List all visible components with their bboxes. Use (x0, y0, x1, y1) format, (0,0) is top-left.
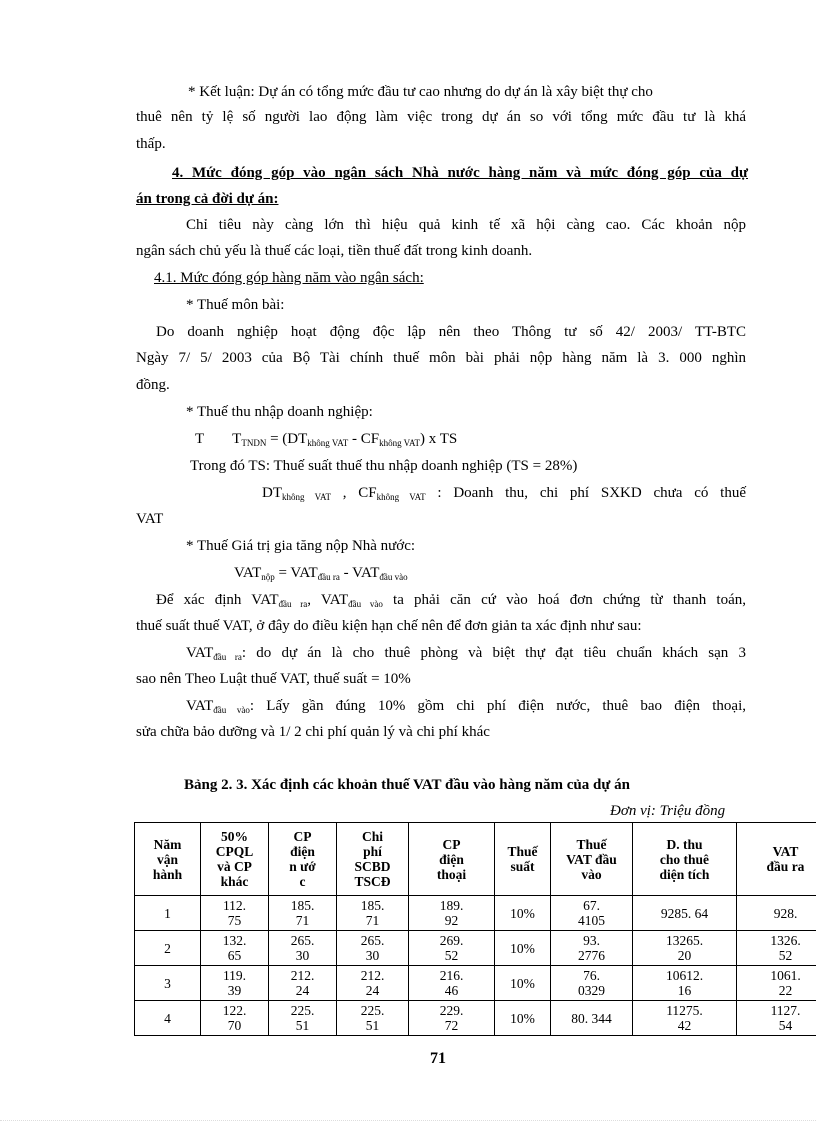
page-edge (0, 1120, 816, 1121)
table-cell-text: 13265. (665, 933, 704, 948)
table-cell-text: 65 (227, 948, 242, 963)
table-header-text: phí (363, 844, 382, 859)
vat-l1-a: Để xác định VAT (156, 592, 279, 608)
table-row (135, 966, 816, 1001)
table-row (135, 1001, 816, 1036)
table-cell-text: 225. (360, 1003, 385, 1018)
table-header-cell (135, 823, 201, 896)
table-cell-text: 189. (439, 898, 464, 913)
conclusion-line-1: * Kết luận: Dự án có tổng mức đầu tư cao nhưng do dự án là xây biệt thự cho (188, 84, 653, 100)
conclusion-line-3: thấp. (136, 136, 166, 152)
income-tax-formula (195, 430, 457, 452)
table-cell-text: 93. (583, 933, 600, 948)
vat-input-line-1 (186, 697, 746, 719)
table-header-text: CP (442, 836, 461, 852)
table-cell-text: 212. (360, 968, 385, 983)
table-cell-text: 51 (295, 1018, 310, 1033)
table-cell-text: 30 (365, 948, 380, 963)
table-cell-text: 11275. (666, 1003, 703, 1018)
table-header-cell (737, 823, 816, 896)
table-header-text: và CP (217, 859, 252, 874)
cf-sub: không VAT (376, 492, 426, 502)
table-header-text: Thuế (576, 836, 607, 852)
table-cell-text: 1061. (770, 968, 801, 983)
table-header-text: D. thu (666, 836, 703, 852)
table-cell-text: 10% (510, 940, 535, 956)
table-cell (551, 896, 633, 931)
table-cell-text: 70 (227, 1018, 242, 1033)
table-cell (337, 1001, 409, 1036)
table-cell (633, 896, 737, 931)
table-cell-text: 265. (360, 933, 385, 948)
table-cell-text: 20 (677, 948, 692, 963)
table-cell-text: 80. 344 (571, 1010, 612, 1026)
section-4-heading-line-1: 4. Mức đóng góp vào ngân sách Nhà nước hàng năm và mức đóng góp của dự (172, 165, 748, 181)
table-header-text: cho thuê (659, 851, 710, 867)
table-row (135, 931, 816, 966)
table-cell-text: 76. (583, 968, 600, 983)
table-header-cell (633, 823, 737, 896)
formula-tail: ) x TS (420, 431, 458, 447)
table-cell (201, 1001, 269, 1036)
table-cell-text: 46 (444, 983, 459, 998)
vat-formula-3-sub: đầu vào (379, 572, 408, 582)
formula-minus: - CF (348, 431, 380, 447)
table-header-cell (337, 823, 409, 896)
table-cell-text: 112. (222, 898, 247, 913)
table-cell-text: 30 (295, 948, 310, 963)
table-cell-text: 51 (365, 1018, 380, 1033)
revenue-cost-definition-tail: VAT (136, 511, 164, 527)
table-header-cell (551, 823, 633, 896)
table-header-text: điện (439, 851, 464, 867)
vat-formula-1-sub: nộp (261, 572, 275, 582)
table-header-text: TSCĐ (354, 874, 391, 889)
table-cell-text: 22 (778, 983, 793, 998)
table-cell (551, 1001, 633, 1036)
vat-input-sub: đầu vào (213, 705, 250, 715)
table-cell-text: 225. (290, 1003, 315, 1018)
table-header-cell (409, 823, 495, 896)
table-cell (551, 966, 633, 1001)
vat-output-sub: đầu ra (213, 652, 242, 662)
table-cell (409, 1001, 495, 1036)
table-cell-text: 4105 (578, 913, 605, 928)
table-header-text: Chi (361, 829, 383, 844)
table-cell (633, 966, 737, 1001)
table-cell-text: 16 (677, 983, 692, 998)
table-cell-text: 185. (290, 898, 315, 913)
table-header-text: hành (152, 866, 183, 882)
table-cell (633, 1001, 737, 1036)
table-cell-text: 4 (164, 1010, 171, 1026)
dt-label: DT (262, 485, 282, 501)
table-cell (201, 931, 269, 966)
table-cell-text: 212. (290, 968, 315, 983)
table-cell-text: 75 (227, 913, 242, 928)
table-cell-text: 72 (444, 1018, 459, 1033)
table-cell-text: 9285. 64 (660, 905, 709, 921)
vat-formula-3: - VAT (339, 565, 380, 581)
vat-l1-sub2: đầu vào (348, 599, 383, 609)
table-cell (269, 1001, 337, 1036)
table-cell (337, 966, 409, 1001)
vat-input-line-2: sửa chữa bảo dưỡng và 1/ 2 chi phí quản lý và chi phí khác (136, 724, 490, 740)
table-cell-text: 132. (222, 933, 247, 948)
table-header-text: Thuế (507, 844, 538, 859)
table-cell-text: 229. (439, 1003, 464, 1018)
license-tax-line-1: Do doanh nghiệp hoạt động độc lập nên theo Thông tư số 42/ 2003/ TT-BTC (156, 324, 746, 340)
formula-eq: = (DT (266, 431, 308, 447)
income-tax-title: * Thuế thu nhập doanh nghiệp: (186, 404, 373, 420)
vat-l1-b: , VAT (307, 592, 349, 608)
table-cell-text: 42 (677, 1018, 692, 1033)
table-cell-text: 2776 (578, 948, 605, 963)
cf-label: , CF (330, 485, 377, 501)
table-cell-text: 1 (164, 905, 171, 921)
table-cell-text: 24 (295, 983, 310, 998)
table-header-text: suất (510, 859, 535, 874)
vat-input-table (134, 822, 816, 1036)
vat-input-label: VAT (186, 698, 214, 714)
table-header-text: vào (581, 866, 602, 882)
table-header-text: SCBD (354, 859, 391, 874)
table-header-text: CPQL (215, 844, 254, 859)
table-cell (337, 931, 409, 966)
table-header-text: 50% (221, 829, 248, 844)
table-cell (135, 896, 201, 931)
table-cell-text: 0329 (578, 983, 605, 998)
table-cell-text: 71 (295, 913, 310, 928)
revenue-cost-definition (262, 484, 746, 506)
table-cell-text: 1127. (770, 1003, 801, 1018)
table-header-text: thoại (436, 866, 467, 882)
table-cell-text: 269. (439, 933, 464, 948)
table-cell (633, 931, 737, 966)
table-header-text: khác (220, 874, 249, 889)
table-header-cell (269, 823, 337, 896)
table-cell-text: 10% (510, 1010, 535, 1026)
table-header-cell (495, 823, 551, 896)
indicator-line-1: Chỉ tiêu này càng lớn thì hiệu quả kinh tế xã hội càng cao. Các khoản nộp (186, 217, 746, 233)
table-row (135, 896, 816, 931)
table-cell (201, 896, 269, 931)
table-cell (269, 896, 337, 931)
table-cell (737, 896, 816, 931)
formula-t: T (232, 431, 242, 447)
table-cell-text: 52 (778, 948, 793, 963)
table-cell (737, 966, 816, 1001)
table-cell (737, 1001, 816, 1036)
table-cell (269, 966, 337, 1001)
table-header-text: CP (293, 829, 312, 844)
tax-rate-line: Trong đó TS: Thuế suất thuế thu nhập doanh nghiệp (TS = 28%) (190, 458, 578, 474)
table-cell-text: 52 (444, 948, 459, 963)
dt-desc: : Doanh thu, chi phí SXKD chưa có thuế (425, 485, 746, 501)
table-cell (495, 1001, 551, 1036)
dt-sub: không VAT (282, 492, 331, 502)
vat-formula (234, 564, 408, 586)
vat-output-line-2: sao nên Theo Luật thuế VAT, thuế suất = 10% (136, 671, 411, 687)
table-cell (135, 1001, 201, 1036)
vat-formula-1: VAT (234, 565, 262, 581)
table-body (135, 896, 816, 1036)
page-number: 71 (430, 1050, 446, 1067)
formula-cf-sub: không VAT (379, 438, 421, 448)
table-header-text: Năm (153, 836, 182, 852)
table-cell (409, 896, 495, 931)
vat-l1-sub1: đầu ra (278, 599, 308, 609)
table-cell (737, 931, 816, 966)
table-cell-text: 216. (439, 968, 464, 983)
table-header-text: n ướ (289, 859, 316, 874)
vat-input-text: : Lấy gần đúng 10% gồm chi phí điện nước, thuê bao điện thoại, (249, 698, 746, 714)
indicator-line-2: ngân sách chủ yếu là thuế các loại, tiền thuế đất trong kinh doanh. (136, 243, 533, 259)
vat-formula-2-sub: đầu ra (317, 572, 340, 582)
license-tax-title: * Thuế môn bài: (186, 297, 285, 313)
table-cell (201, 966, 269, 1001)
table-cell (495, 896, 551, 931)
table-cell (495, 931, 551, 966)
table-cell-text: 67. (583, 898, 600, 913)
table-cell-text: 3 (164, 975, 171, 991)
table-cell-text: 39 (227, 983, 242, 998)
table-cell-text: 92 (444, 913, 459, 928)
vat-l1-c: ta phải căn cứ vào hoá đơn chứng từ thanh toán, (382, 592, 746, 608)
table-cell-text: 54 (778, 1018, 793, 1033)
table-cell-text: 1326. (770, 933, 801, 948)
table-cell-text: 185. (360, 898, 385, 913)
vat-output-label: VAT (186, 645, 214, 661)
table-cell (135, 931, 201, 966)
table-header-text: đầu ra (766, 859, 805, 874)
table-cell (409, 966, 495, 1001)
table-cell-text: 928. (773, 905, 798, 921)
table-header-cell (201, 823, 269, 896)
vat-determine-line-1 (156, 591, 746, 613)
subsection-4-1-heading: 4.1. Mức đóng góp hàng năm vào ngân sách: (154, 270, 424, 286)
table-cell-text: 10612. (665, 968, 704, 983)
formula-lead: T (195, 431, 205, 447)
formula-t-sub: TNDN (241, 438, 267, 448)
table-cell (409, 931, 495, 966)
vat-determine-line-2: thuế suất thuế VAT, ở đây do điều kiện hạn chế nên để đơn giản ta xác định như sau: (136, 618, 642, 634)
formula-dt-sub: không VAT (307, 438, 349, 448)
table-header-text: diện tích (659, 866, 710, 882)
table-cell-text: 265. (290, 933, 315, 948)
table-cell-text: 122. (222, 1003, 247, 1018)
license-tax-line-3: đồng. (136, 377, 170, 393)
table-header-row (135, 823, 816, 896)
license-tax-line-2: Ngày 7/ 5/ 2003 của Bộ Tài chính thuế môn bài phải nộp hàng năm là 3. 000 nghìn (136, 350, 746, 366)
vat-output-line-1 (186, 644, 746, 666)
table-cell-text: 24 (365, 983, 380, 998)
vat-output-text: : do dự án là cho thuê phòng và biệt thự đạt tiêu chuẩn khách sạn 3 (241, 645, 746, 661)
vat-title: * Thuế Giá trị gia tăng nộp Nhà nước: (186, 538, 416, 554)
table-cell-text: 10% (510, 905, 535, 921)
table-cell-text: 2 (164, 940, 171, 956)
table-cell-text: 119. (222, 968, 247, 983)
table-cell-text: 10% (510, 975, 535, 991)
table-cell (135, 966, 201, 1001)
table-cell (495, 966, 551, 1001)
conclusion-line-2: thuê nên tỷ lệ số người lao động làm việc trong dự án so với tổng mức đầu tư là khá (136, 109, 746, 125)
section-4-heading-line-2: án trong cả đời dự án: (136, 191, 279, 207)
table-header-text: điện (290, 844, 315, 859)
table-header-text: c (299, 874, 306, 889)
vat-formula-2: = VAT (274, 565, 318, 581)
table-header-text: VAT (772, 844, 799, 859)
table-header-text: VAT đầu (566, 851, 617, 867)
table-cell (269, 931, 337, 966)
table-cell (551, 931, 633, 966)
table-unit: Đơn vị: Triệu đồng (610, 803, 726, 819)
table-caption: Bảng 2. 3. Xác định các khoản thuế VAT đầu vào hàng năm của dự án (184, 777, 630, 793)
table-header-text: vận (156, 851, 178, 867)
table-cell-text: 71 (365, 913, 380, 928)
table-cell (337, 896, 409, 931)
